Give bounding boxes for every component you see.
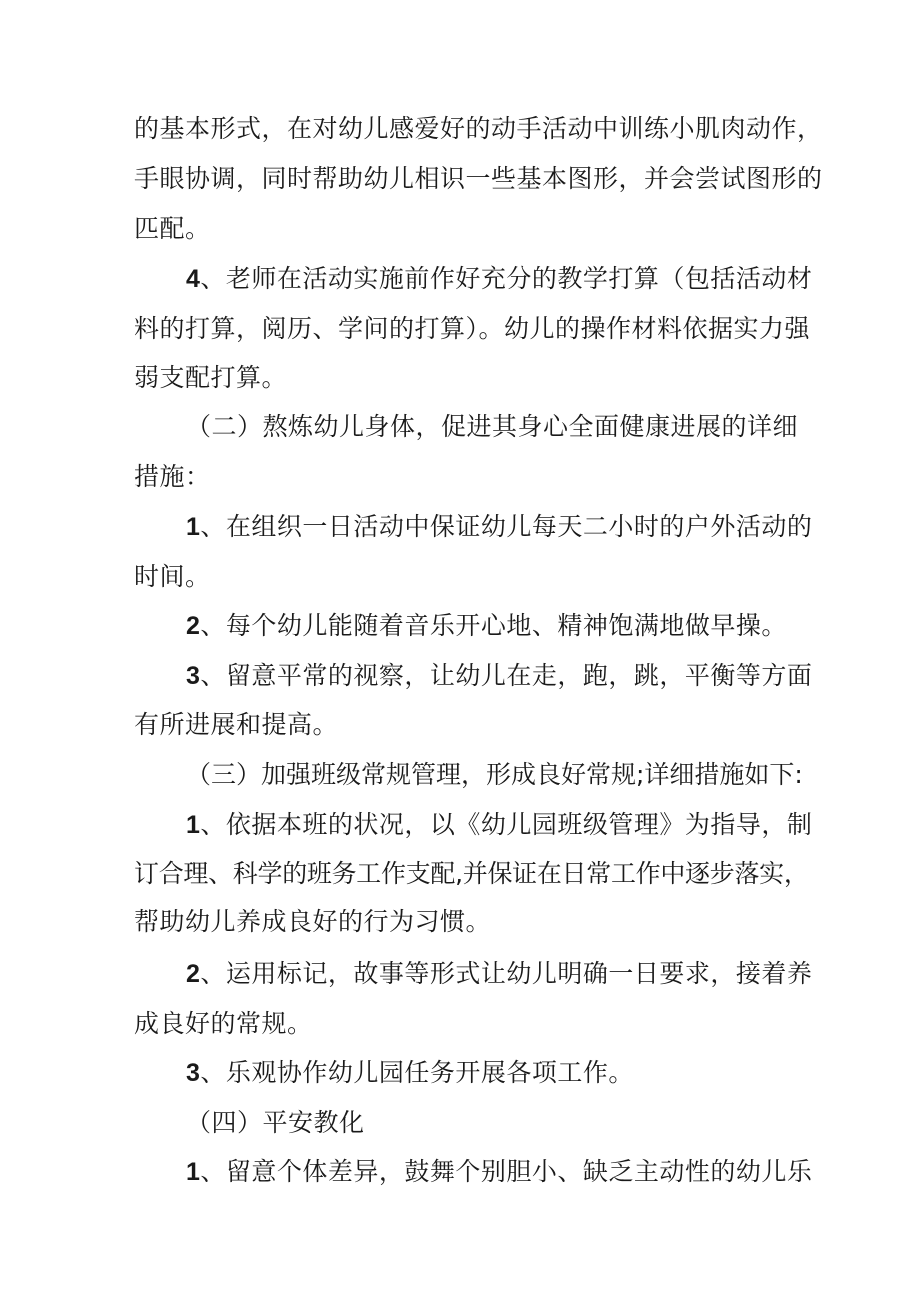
item-number: 3: [186, 662, 201, 690]
item-text: 、留意个体差异，鼓舞个别胆小、缺乏主动性的幼儿乐: [200, 1157, 813, 1186]
text-line: 的基本形式，在对幼儿感爱好的动手活动中训练小肌肉动作，: [134, 114, 823, 143]
text-line: 匹配。: [134, 214, 211, 243]
item-number: 1: [186, 1158, 201, 1186]
item-number: 4: [186, 265, 201, 293]
item-text: 、依据本班的状况，以《幼儿园班级管理》为指导，制: [200, 810, 813, 839]
item-text: 、运用标记，故事等形式让幼儿明确一日要求，接着养: [200, 959, 813, 988]
item-number: 1: [186, 811, 201, 839]
text-line: 订合理、科学的班务工作支配,并保证在日常工作中逐步落实，: [134, 859, 809, 888]
section-heading-cont: 措施：: [134, 462, 211, 491]
list-item-line: [186, 505, 812, 549]
item-number: 2: [186, 960, 201, 988]
item-text: 、乐观协作幼儿园任务开展各项工作。: [200, 1058, 634, 1087]
list-item-line: [186, 257, 812, 301]
text-line: 手眼协调，同时帮助幼儿相识一些基本图形，并会尝试图形的: [134, 164, 823, 193]
section-heading: （四）平安教化: [186, 1108, 365, 1137]
item-number: 3: [186, 1059, 201, 1087]
text-line: 时间。: [134, 562, 211, 591]
item-number: 2: [186, 612, 201, 640]
text-line: 帮助幼儿养成良好的行为习惯。: [134, 907, 492, 936]
section-heading: （二）熬炼幼儿身体，促进其身心全面健康进展的详细: [186, 412, 799, 441]
item-text: 、留意平常的视察，让幼儿在走，跑，跳，平衡等方面: [200, 661, 813, 690]
list-item-line: [186, 1150, 812, 1194]
list-item-line: [186, 803, 812, 847]
text-line: 有所进展和提高。: [134, 710, 339, 739]
section-heading: （三）加强班级常规管理，形成良好常规;详细措施如下:: [186, 760, 803, 789]
text-line: 料的打算，阅历、学问的打算）。幼儿的操作材料依据实力强: [134, 314, 811, 343]
list-item-line: [186, 604, 787, 648]
item-text: 、老师在活动实施前作好充分的教学打算（包括活动材: [200, 264, 813, 293]
item-text: 、在组织一日活动中保证幼儿每天二小时的户外活动的: [200, 512, 813, 541]
list-item-line: [186, 952, 812, 996]
item-number: 1: [186, 513, 201, 541]
text-line: 弱支配打算。: [134, 363, 288, 392]
list-item-line: [186, 654, 812, 698]
text-line: 成良好的常规。: [134, 1009, 313, 1038]
list-item-line: [186, 1051, 634, 1095]
item-text: 、每个幼儿能随着音乐开心地、精神饱满地做早操。: [200, 611, 787, 640]
